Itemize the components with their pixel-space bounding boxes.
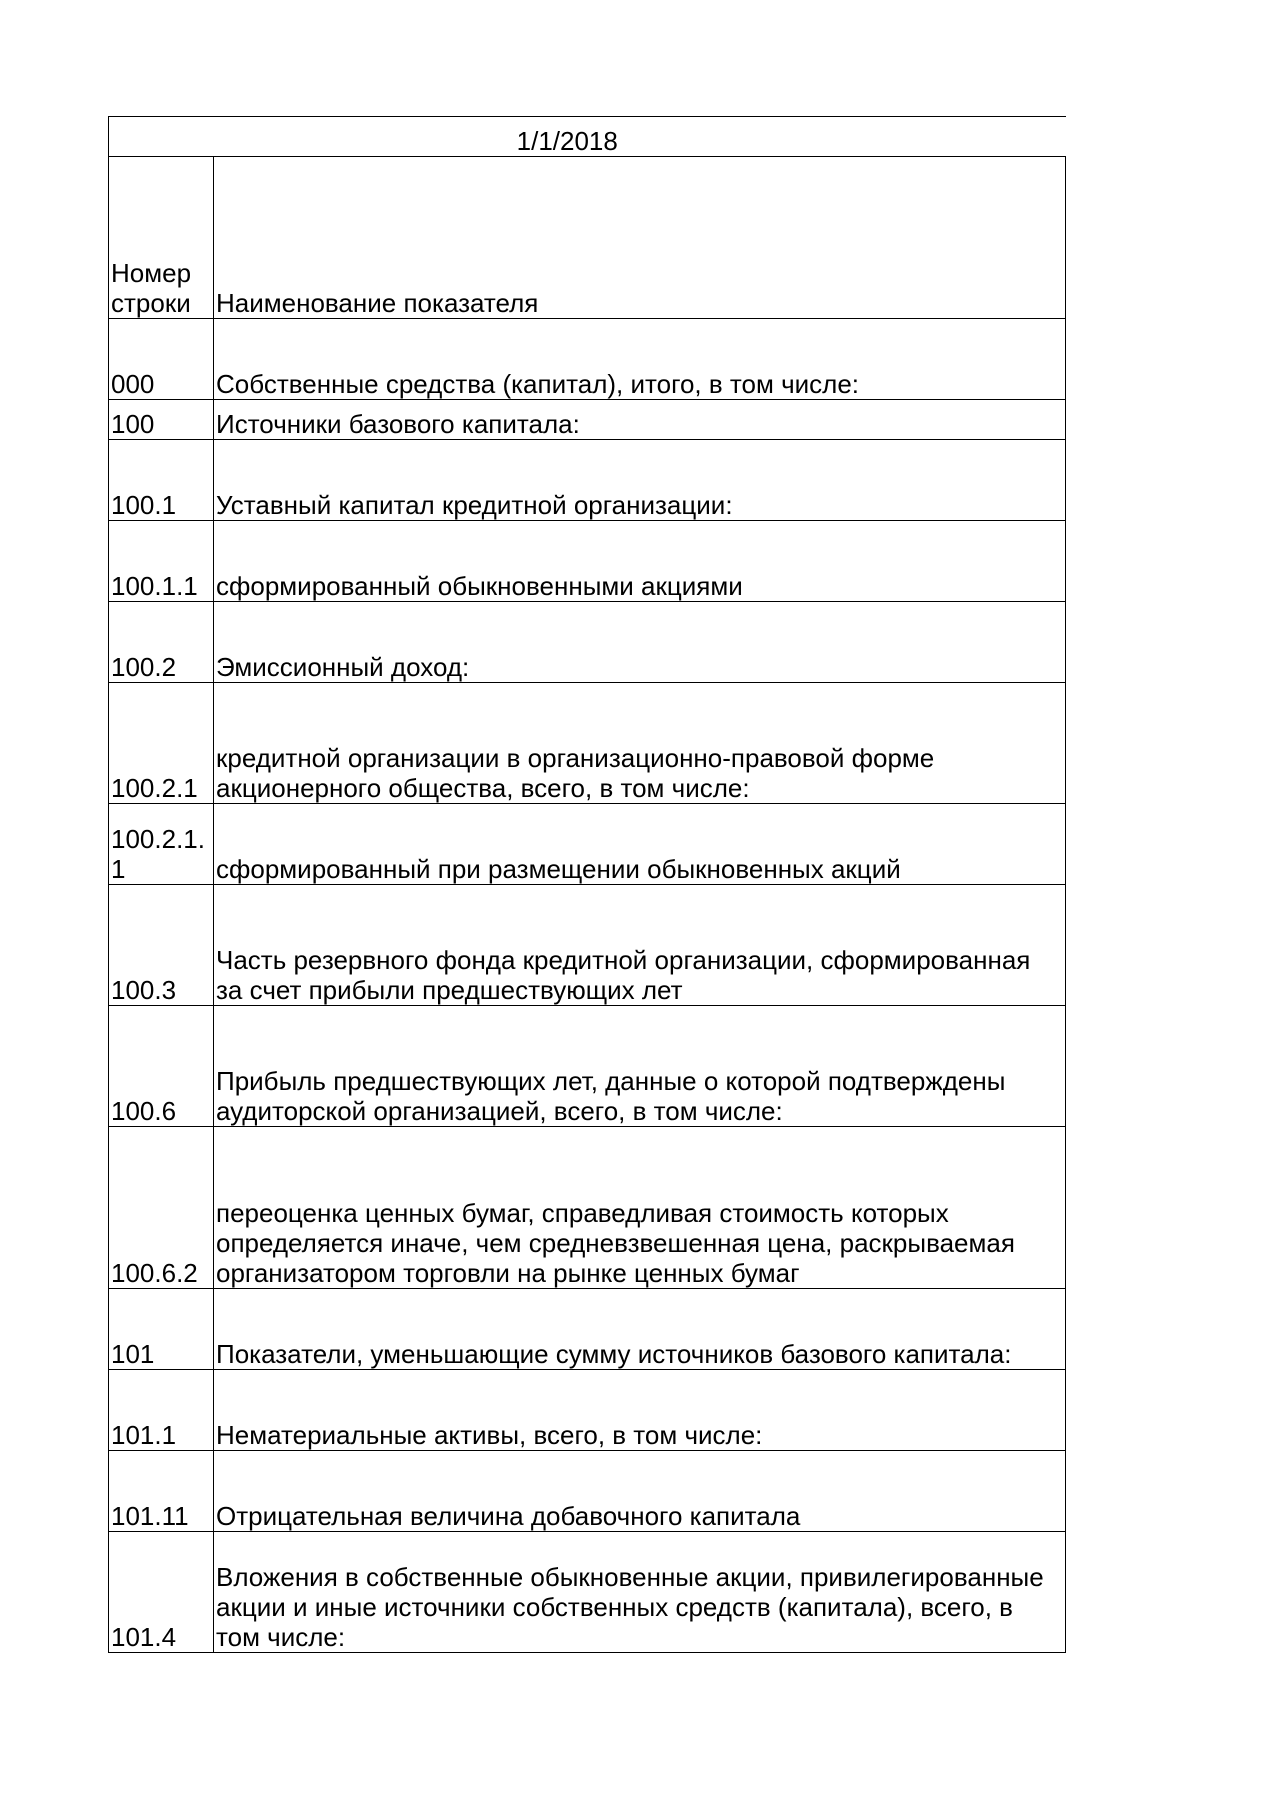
row-name: Прибыль предшествующих лет, данные о которой подтверждены аудиторской организацией, всего, в том числе:: [214, 1006, 1066, 1127]
row-name: Вложения в собственные обыкновенные акции, привилегированные акции и иные источники собственных средств (капитала), всего, в том числе:: [214, 1532, 1066, 1653]
row-name: сформированный при размещении обыкновенных акций: [214, 804, 1066, 885]
capital-table: [108, 116, 1066, 1653]
date-header-row: [109, 117, 1066, 157]
row-name: переоценка ценных бумаг, справедливая стоимость которых определяется иначе, чем средневзвешенная цена, раскрываемая организатором торговли на рынке ценных бумаг: [214, 1127, 1066, 1289]
row-number: 101.4: [109, 1532, 214, 1653]
table-row: [109, 1532, 1066, 1653]
report-date-cell: [109, 117, 1066, 157]
row-number: 100.2: [109, 602, 214, 683]
row-name: Нематериальные активы, всего, в том числе:: [214, 1370, 1066, 1451]
table-row: [109, 804, 1066, 885]
table-row: [109, 521, 1066, 602]
row-name: сформированный обыкновенными акциями: [214, 521, 1066, 602]
row-number: 100.3: [109, 885, 214, 1006]
row-name: Показатели, уменьшающие сумму источников базового капитала:: [214, 1289, 1066, 1370]
table-row: [109, 400, 1066, 440]
table-row: [109, 1289, 1066, 1370]
row-number: 101: [109, 1289, 214, 1370]
table-row: [109, 1370, 1066, 1451]
row-name: Эмиссионный доход:: [214, 602, 1066, 683]
row-number: 100.1: [109, 440, 214, 521]
table-row: [109, 885, 1066, 1006]
table-row: [109, 440, 1066, 521]
table-row: [109, 1127, 1066, 1289]
row-name: Отрицательная величина добавочного капитала: [214, 1451, 1066, 1532]
row-number: 100.2.1.1: [109, 804, 214, 885]
table-row: [109, 319, 1066, 400]
column-header-row: [109, 157, 1066, 319]
row-number: 101.1: [109, 1370, 214, 1451]
table-row: [109, 683, 1066, 804]
row-number: 100: [109, 400, 214, 440]
row-name: Собственные средства (капитал), итого, в том числе:: [214, 319, 1066, 400]
table-row: [109, 602, 1066, 683]
row-number: 101.11: [109, 1451, 214, 1532]
row-name: Уставный капитал кредитной организации:: [214, 440, 1066, 521]
row-number: 100.6: [109, 1006, 214, 1127]
row-number: 100.1.1: [109, 521, 214, 602]
row-name: Источники базового капитала:: [214, 400, 1066, 440]
row-name: Часть резервного фонда кредитной организации, сформированная за счет прибыли предшествующих лет: [214, 885, 1066, 1006]
row-number: 100.6.2: [109, 1127, 214, 1289]
row-name: кредитной организации в организационно-правовой форме акционерного общества, всего, в том числе:: [214, 683, 1066, 804]
table-row: [109, 1006, 1066, 1127]
row-number: 100.2.1: [109, 683, 214, 804]
header-number-cell: Номер строки: [109, 157, 214, 319]
row-number: 000: [109, 319, 214, 400]
report-date: 1/1/2018: [516, 126, 618, 156]
table-row: [109, 1451, 1066, 1532]
header-name-cell: Наименование показателя: [214, 157, 1066, 319]
